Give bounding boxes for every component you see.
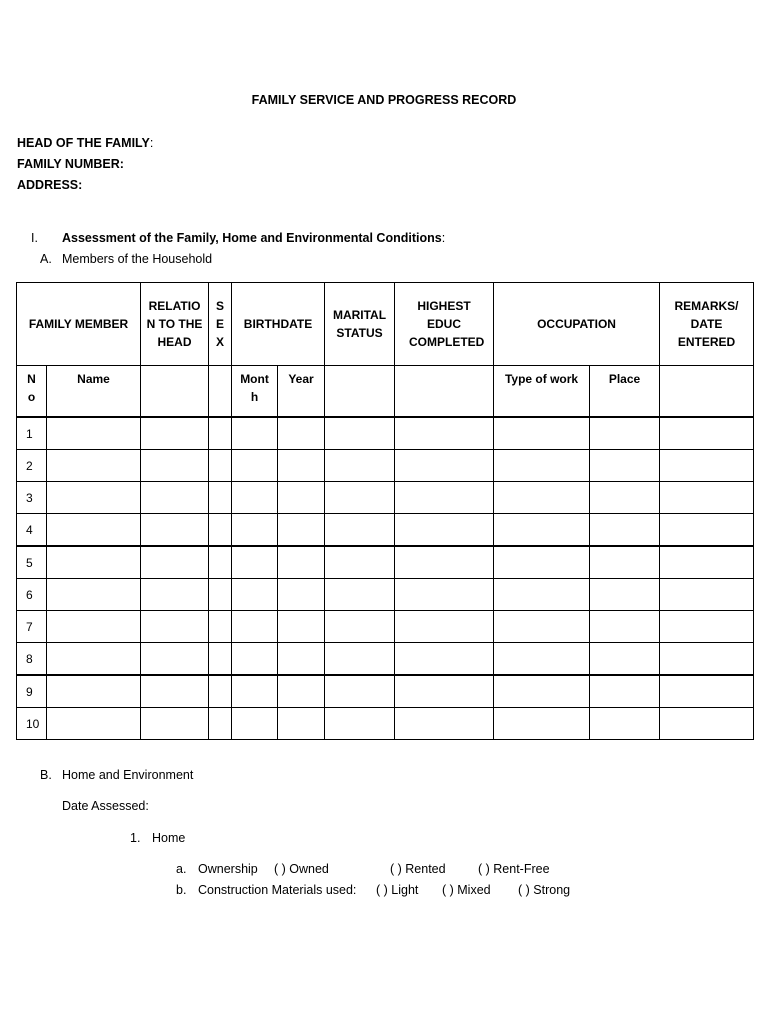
row-number: 3 [17,482,47,514]
blank-cell[interactable] [660,514,754,547]
blank-cell[interactable] [395,417,494,450]
blank-cell[interactable] [395,708,494,740]
table-subheader-row [17,366,754,418]
blank-cell[interactable] [590,708,660,740]
blank-cell[interactable] [47,675,141,708]
materials-option-light: ( ) Light [376,883,419,897]
blank-cell[interactable] [395,675,494,708]
blank-cell[interactable] [278,708,325,740]
blank-cell[interactable] [47,450,141,482]
blank-cell[interactable] [47,417,141,450]
subheader-education-blank [395,366,494,418]
table-row [17,611,754,643]
blank-cell[interactable] [325,546,395,579]
subheader-type-of-work: Type of work [494,366,590,418]
blank-cell[interactable] [141,514,209,547]
blank-cell[interactable] [590,450,660,482]
table-row [17,450,754,482]
blank-cell[interactable] [47,611,141,643]
table-row [17,675,754,708]
blank-cell[interactable] [325,417,395,450]
blank-cell[interactable] [278,546,325,579]
blank-cell[interactable] [47,643,141,676]
subheader-month: Mont h [232,366,278,418]
subheader-name: Name [47,366,141,418]
blank-cell[interactable] [660,417,754,450]
ownership-letter: a. [176,862,187,876]
blank-cell[interactable] [325,643,395,676]
blank-cell[interactable] [660,450,754,482]
blank-cell[interactable] [209,546,232,579]
table-header-row [17,283,754,366]
subheader-sex-blank [209,366,232,418]
row-number: 8 [17,643,47,676]
item-label: Home [152,831,186,845]
blank-cell[interactable] [494,708,590,740]
blank-cell[interactable] [494,482,590,514]
blank-cell[interactable] [141,450,209,482]
subheader-year: Year [278,366,325,418]
blank-cell[interactable] [141,675,209,708]
blank-cell[interactable] [590,546,660,579]
blank-cell[interactable] [278,417,325,450]
blank-cell[interactable] [209,675,232,708]
blank-cell[interactable] [325,708,395,740]
blank-cell[interactable] [47,546,141,579]
blank-cell[interactable] [325,450,395,482]
table-row [17,546,754,579]
blank-cell[interactable] [209,708,232,740]
blank-cell[interactable] [590,417,660,450]
blank-cell[interactable] [232,708,278,740]
blank-cell[interactable] [232,514,278,547]
subsection-letter: A. [40,252,52,266]
subheader-place: Place [590,366,660,418]
header-birthdate: BIRTHDATE [232,283,325,366]
blank-cell[interactable] [209,643,232,676]
blank-cell[interactable] [232,482,278,514]
blank-cell[interactable] [395,514,494,547]
blank-cell[interactable] [494,675,590,708]
subheader-marital-blank [325,366,395,418]
blank-cell[interactable] [660,611,754,643]
blank-cell[interactable] [232,579,278,611]
materials-option-mixed: ( ) Mixed [442,883,491,897]
blank-cell[interactable] [395,611,494,643]
blank-cell[interactable] [232,643,278,676]
blank-cell[interactable] [141,611,209,643]
section-b-label: Home and Environment [62,768,194,782]
row-number: 5 [17,546,47,579]
subsection-label: Members of the Household [62,252,213,266]
blank-cell[interactable] [494,514,590,547]
blank-cell[interactable] [47,482,141,514]
blank-cell[interactable] [494,417,590,450]
blank-cell[interactable] [590,675,660,708]
subheader-remarks-blank [660,366,754,418]
table-row [17,643,754,676]
blank-cell[interactable] [232,417,278,450]
page-title: FAMILY SERVICE AND PROGRESS RECORD [251,93,517,107]
blank-cell[interactable] [395,643,494,676]
blank-cell[interactable] [209,514,232,547]
household-members-table [16,282,754,740]
section-b-letter: B. [40,768,52,782]
blank-cell[interactable] [278,643,325,676]
row-number: 6 [17,579,47,611]
row-number: 2 [17,450,47,482]
blank-cell[interactable] [590,482,660,514]
blank-cell[interactable] [232,611,278,643]
date-assessed-label: Date Assessed: [62,799,149,813]
row-number: 9 [17,675,47,708]
ownership-option-owned: ( ) Owned [274,862,329,876]
blank-cell[interactable] [590,579,660,611]
blank-cell[interactable] [141,482,209,514]
subheader-no: N o [17,366,47,418]
row-number: 4 [17,514,47,547]
blank-cell[interactable] [395,482,494,514]
blank-cell[interactable] [660,579,754,611]
blank-cell[interactable] [141,579,209,611]
blank-cell[interactable] [278,450,325,482]
blank-cell[interactable] [141,546,209,579]
blank-cell[interactable] [494,450,590,482]
ownership-option-rent-free: ( ) Rent-Free [478,862,550,876]
blank-cell[interactable] [278,611,325,643]
blank-cell[interactable] [325,675,395,708]
blank-cell[interactable] [325,579,395,611]
blank-cell[interactable] [278,675,325,708]
header-remarks: REMARKS/ DATE ENTERED [660,283,754,366]
head-of-family-label: HEAD OF THE FAMILY: [17,136,154,150]
blank-cell[interactable] [590,643,660,676]
blank-cell[interactable] [209,482,232,514]
materials-option-strong: ( ) Strong [518,883,571,897]
blank-cell[interactable] [494,611,590,643]
blank-cell[interactable] [141,643,209,676]
blank-cell[interactable] [232,450,278,482]
blank-cell[interactable] [278,514,325,547]
blank-cell[interactable] [325,611,395,643]
table-body [17,417,754,740]
materials-label: Construction Materials used: [198,883,357,897]
blank-cell[interactable] [325,514,395,547]
materials-letter: b. [176,883,187,897]
ownership-option-rented: ( ) Rented [390,862,446,876]
blank-cell[interactable] [209,417,232,450]
blank-cell[interactable] [47,514,141,547]
blank-cell[interactable] [494,579,590,611]
blank-cell[interactable] [395,579,494,611]
item-number: 1. [130,831,141,845]
blank-cell[interactable] [660,643,754,676]
row-number: 7 [17,611,47,643]
header-sex: S E X [209,283,232,366]
blank-cell[interactable] [209,579,232,611]
blank-cell[interactable] [660,482,754,514]
ownership-label: Ownership [198,862,258,876]
header-relation: RELATIO N TO THE HEAD [141,283,209,366]
blank-cell[interactable] [209,611,232,643]
blank-cell[interactable] [141,417,209,450]
blank-cell[interactable] [47,579,141,611]
address-label: ADDRESS: [17,178,83,192]
family-number-label: FAMILY NUMBER: [17,157,124,171]
blank-cell[interactable] [209,450,232,482]
section-heading: Assessment of the Family, Home and Environmental Conditions: [62,231,446,245]
blank-cell[interactable] [590,514,660,547]
table-row [17,708,754,740]
row-number: 10 [17,708,47,740]
blank-cell[interactable] [660,675,754,708]
header-education: HIGHEST EDUC COMPLETED [395,283,494,366]
header-family-member: FAMILY MEMBER [17,283,141,366]
blank-cell[interactable] [590,611,660,643]
blank-cell[interactable] [660,708,754,740]
header-marital-status: MARITAL STATUS [325,283,395,366]
table-row [17,417,754,450]
blank-cell[interactable] [232,675,278,708]
blank-cell[interactable] [494,546,590,579]
blank-cell[interactable] [325,482,395,514]
blank-cell[interactable] [278,482,325,514]
blank-cell[interactable] [395,546,494,579]
blank-cell[interactable] [278,579,325,611]
table-row [17,579,754,611]
blank-cell[interactable] [47,708,141,740]
table-row [17,514,754,547]
blank-cell[interactable] [395,450,494,482]
section-numeral: I. [31,231,38,245]
subheader-relation-blank [141,366,209,418]
blank-cell[interactable] [141,708,209,740]
table-row [17,482,754,514]
blank-cell[interactable] [494,643,590,676]
row-number: 1 [17,417,47,450]
header-occupation: OCCUPATION [494,283,660,366]
blank-cell[interactable] [660,546,754,579]
blank-cell[interactable] [232,546,278,579]
